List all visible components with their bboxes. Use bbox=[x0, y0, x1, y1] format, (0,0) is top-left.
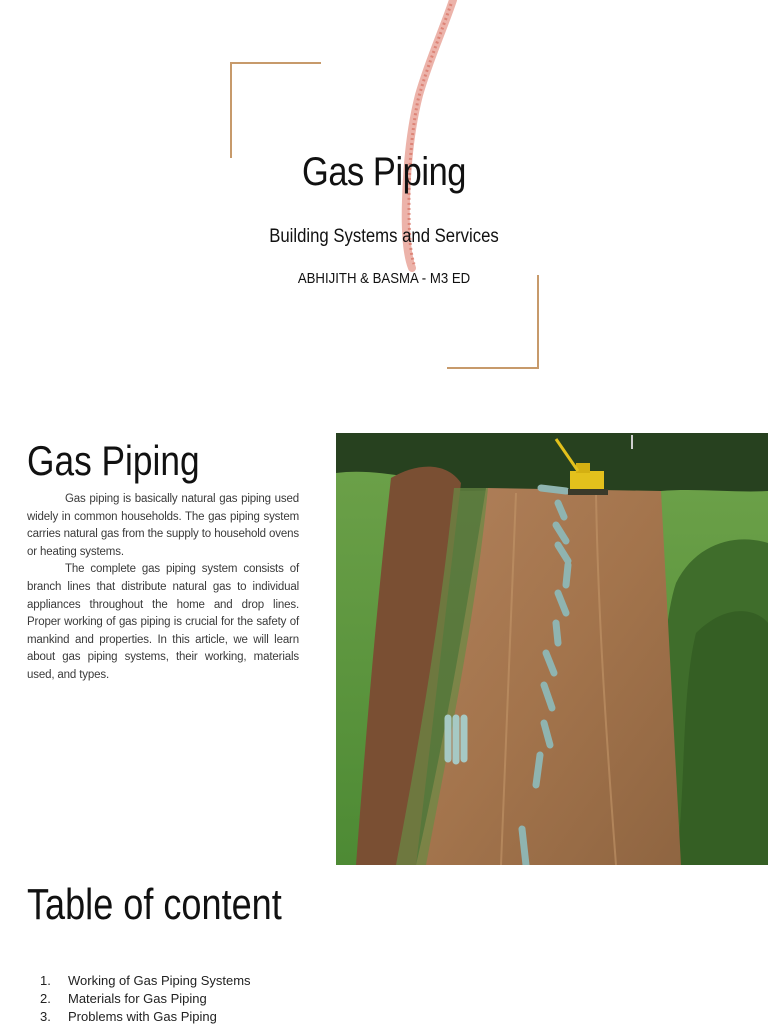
toc-item-label: Working of Gas Piping Systems bbox=[68, 973, 251, 988]
cover-authors: ABHIJITH & BASMA - M3 ED bbox=[297, 270, 471, 287]
frame-corner-top-left-h bbox=[230, 62, 321, 64]
toc-item-number: 1. bbox=[40, 973, 51, 988]
cover-slide bbox=[0, 0, 768, 405]
intro-paragraph: The complete gas piping system consists of branch lines that distribute natural gas to individual appliances throughout the home and drop lines. Proper working of gas piping is crucial for the safety of mankind and properties. In this article, we will learn about gas piping systems, their working, materials used, and types. bbox=[27, 563, 299, 681]
toc-item-number: 2. bbox=[40, 991, 51, 1006]
toc-item bbox=[40, 972, 251, 990]
intro-heading: Gas Piping bbox=[27, 437, 200, 484]
intro-slide bbox=[0, 405, 768, 870]
toc-item-label: Problems with Gas Piping bbox=[68, 1009, 217, 1024]
pipeline-construction-photo bbox=[336, 433, 768, 865]
cover-subtitle: Building Systems and Services bbox=[269, 226, 499, 247]
toc-item bbox=[40, 1008, 251, 1024]
intro-body bbox=[27, 491, 299, 685]
toc-heading: Table of content bbox=[27, 880, 282, 929]
cover-title: Gas Piping bbox=[302, 150, 466, 194]
toc-slide bbox=[0, 870, 768, 1024]
frame-corner-bottom-right-v bbox=[537, 275, 539, 369]
toc-item-number: 3. bbox=[40, 1009, 51, 1024]
frame-corner-bottom-right-h bbox=[447, 367, 539, 369]
intro-paragraph: Gas piping is basically natural gas piping used widely in common households. The gas piping system carries natural gas from the supply to household ovens or heating systems. bbox=[27, 493, 299, 558]
frame-corner-top-left-v bbox=[230, 62, 232, 158]
toc-item-label: Materials for Gas Piping bbox=[68, 991, 207, 1006]
toc-list bbox=[40, 972, 251, 1024]
toc-item bbox=[40, 990, 251, 1008]
